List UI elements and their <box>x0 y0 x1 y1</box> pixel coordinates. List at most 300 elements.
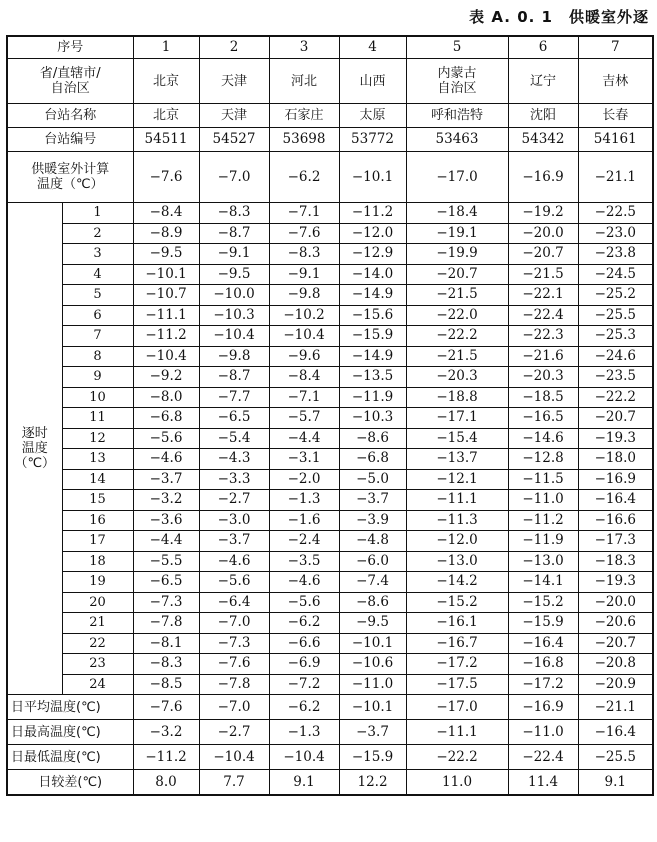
table-row <box>7 613 653 634</box>
table-row <box>7 674 653 695</box>
hourly-temp-cell: −16.5 <box>508 408 578 429</box>
hourly-temp-cell: −12.0 <box>339 223 406 244</box>
hour-cell: 9 <box>62 367 133 388</box>
hourly-temp-cell: −16.1 <box>406 613 508 634</box>
hourly-temp-cell: −5.4 <box>199 428 269 449</box>
summary-cell: −1.3 <box>269 720 339 745</box>
province-line: 河北 <box>291 73 318 89</box>
hourly-temp-cell: −15.6 <box>339 305 406 326</box>
hour-cell: 1 <box>62 203 133 224</box>
design-temp-cell: −17.0 <box>406 152 508 203</box>
hourly-temp-cell: −10.3 <box>199 305 269 326</box>
station-name-cell: 长春 <box>578 104 653 128</box>
hourly-temp-cell: −23.5 <box>578 367 653 388</box>
summary-cell: −16.4 <box>578 720 653 745</box>
hourly-temp-cell: −7.1 <box>269 203 339 224</box>
station-id-cell: 54527 <box>199 128 269 152</box>
summary-cell: −17.0 <box>406 695 508 720</box>
summary-cell: −10.1 <box>339 695 406 720</box>
table-row <box>7 326 653 347</box>
table-row <box>7 531 653 552</box>
hourly-temp-cell: −9.8 <box>199 346 269 367</box>
province-line: 辽宁 <box>530 73 557 89</box>
hourly-temp-label-line: 温度 <box>21 441 48 456</box>
hourly-temp-cell: −8.3 <box>199 203 269 224</box>
table-row <box>7 203 653 224</box>
hourly-temp-cell: −14.0 <box>339 264 406 285</box>
design-temp-cell: −7.6 <box>133 152 199 203</box>
summary-row <box>7 720 653 745</box>
station-id-label: 台站编号 <box>7 128 133 152</box>
table-row <box>7 633 653 654</box>
hourly-temp-cell: −13.0 <box>508 551 578 572</box>
summary-cell: −15.9 <box>339 745 406 770</box>
station-id-cell: 53698 <box>269 128 339 152</box>
hour-cell: 19 <box>62 572 133 593</box>
hourly-temp-cell: −12.1 <box>406 469 508 490</box>
hourly-temp-cell: −11.9 <box>508 531 578 552</box>
hourly-temp-cell: −21.5 <box>406 285 508 306</box>
hourly-temp-cell: −4.4 <box>269 428 339 449</box>
hourly-temp-cell: −12.8 <box>508 449 578 470</box>
hourly-temp-cell: −19.3 <box>578 428 653 449</box>
hourly-temp-cell: −3.2 <box>133 490 199 511</box>
hourly-temp-cell: −3.7 <box>339 490 406 511</box>
hourly-temp-cell: −3.5 <box>269 551 339 572</box>
row-seq <box>7 36 653 59</box>
hourly-temp-cell: −22.2 <box>406 326 508 347</box>
station-name-cell: 沈阳 <box>508 104 578 128</box>
summary-row <box>7 770 653 796</box>
table-row <box>7 592 653 613</box>
hourly-temp-cell: −2.0 <box>269 469 339 490</box>
hour-cell: 20 <box>62 592 133 613</box>
hourly-temp-cell: −7.3 <box>133 592 199 613</box>
province-cell <box>578 59 653 104</box>
summary-row <box>7 745 653 770</box>
hourly-temp-cell: −20.6 <box>578 613 653 634</box>
hour-cell: 21 <box>62 613 133 634</box>
province-label <box>7 59 133 104</box>
table-row <box>7 264 653 285</box>
hourly-temp-cell: −17.2 <box>406 654 508 675</box>
hour-cell: 18 <box>62 551 133 572</box>
hour-cell: 8 <box>62 346 133 367</box>
hourly-temp-cell: −11.2 <box>508 510 578 531</box>
hourly-temp-cell: −7.6 <box>199 654 269 675</box>
hourly-temp-cell: −2.4 <box>269 531 339 552</box>
table-row <box>7 428 653 449</box>
hourly-temp-cell: −9.6 <box>269 346 339 367</box>
hourly-temp-cell: −6.8 <box>133 408 199 429</box>
summary-cell: −22.4 <box>508 745 578 770</box>
province-line: 吉林 <box>602 73 629 89</box>
seq-cell: 4 <box>339 36 406 59</box>
seq-cell: 3 <box>269 36 339 59</box>
hourly-temp-cell: −8.7 <box>199 367 269 388</box>
hour-cell: 5 <box>62 285 133 306</box>
hourly-temp-cell: −16.6 <box>578 510 653 531</box>
hourly-temp-cell: −14.9 <box>339 346 406 367</box>
table-row <box>7 572 653 593</box>
hourly-temp-label <box>7 203 62 695</box>
hourly-temp-cell: −10.2 <box>269 305 339 326</box>
table-title: 表 A. 0. 1 供暖室外逐 <box>469 8 649 26</box>
summary-cell: −10.4 <box>199 745 269 770</box>
summary-cell: 8.0 <box>133 770 199 796</box>
heating-temperature-table <box>6 35 654 796</box>
row-station-id <box>7 128 653 152</box>
hourly-temp-cell: −1.6 <box>269 510 339 531</box>
summary-cell: 7.7 <box>199 770 269 796</box>
hourly-temp-cell: −21.6 <box>508 346 578 367</box>
hourly-temp-cell: −3.9 <box>339 510 406 531</box>
hour-cell: 15 <box>62 490 133 511</box>
hourly-temp-cell: −17.3 <box>578 531 653 552</box>
province-line: 自治区 <box>437 81 477 96</box>
hourly-temp-cell: −3.1 <box>269 449 339 470</box>
table-row <box>7 367 653 388</box>
hourly-temp-cell: −16.9 <box>578 469 653 490</box>
hourly-temp-cell: −10.0 <box>199 285 269 306</box>
table-row <box>7 223 653 244</box>
hourly-temp-cell: −20.7 <box>578 408 653 429</box>
province-label-line: 自治区 <box>50 81 90 96</box>
summary-cell: −16.9 <box>508 695 578 720</box>
hourly-temp-cell: −17.2 <box>508 674 578 695</box>
hourly-temp-cell: −20.9 <box>578 674 653 695</box>
hourly-temp-cell: −10.6 <box>339 654 406 675</box>
summary-cell: −7.0 <box>199 695 269 720</box>
hourly-temp-cell: −10.1 <box>133 264 199 285</box>
table-row <box>7 346 653 367</box>
hourly-temp-cell: −6.6 <box>269 633 339 654</box>
hourly-temp-cell: −3.7 <box>199 531 269 552</box>
station-id-cell: 53772 <box>339 128 406 152</box>
hourly-temp-cell: −5.5 <box>133 551 199 572</box>
summary-row <box>7 695 653 720</box>
hourly-temp-cell: −9.1 <box>269 264 339 285</box>
summary-cell: −11.0 <box>508 720 578 745</box>
province-line: 北京 <box>153 73 180 89</box>
hourly-temp-cell: −4.6 <box>199 551 269 572</box>
design-temp-cell: −10.1 <box>339 152 406 203</box>
hourly-temp-cell: −5.6 <box>269 592 339 613</box>
hourly-temp-cell: −24.6 <box>578 346 653 367</box>
summary-cell: −2.7 <box>199 720 269 745</box>
design-temp-cell: −21.1 <box>578 152 653 203</box>
hourly-temp-cell: −20.7 <box>406 264 508 285</box>
province-cell <box>339 59 406 104</box>
hourly-temp-cell: −4.6 <box>133 449 199 470</box>
summary-cell: −22.2 <box>406 745 508 770</box>
hourly-temp-cell: −18.0 <box>578 449 653 470</box>
summary-label: 日最高温度(℃) <box>7 720 133 745</box>
hourly-temp-cell: −7.7 <box>199 387 269 408</box>
hourly-temp-cell: −5.7 <box>269 408 339 429</box>
hourly-temp-cell: −22.2 <box>578 387 653 408</box>
hourly-temp-cell: −8.4 <box>269 367 339 388</box>
hourly-temp-cell: −11.3 <box>406 510 508 531</box>
hourly-temp-cell: −23.8 <box>578 244 653 265</box>
hourly-temp-cell: −6.9 <box>269 654 339 675</box>
hourly-temp-cell: −11.2 <box>339 203 406 224</box>
hour-cell: 2 <box>62 223 133 244</box>
hour-cell: 22 <box>62 633 133 654</box>
hourly-temp-cell: −9.5 <box>199 264 269 285</box>
hourly-temp-cell: −25.3 <box>578 326 653 347</box>
station-id-cell: 53463 <box>406 128 508 152</box>
hourly-temp-cell: −10.4 <box>133 346 199 367</box>
hourly-temp-cell: −7.0 <box>199 613 269 634</box>
hourly-temp-cell: −16.4 <box>508 633 578 654</box>
hourly-temp-cell: −6.0 <box>339 551 406 572</box>
hourly-temp-cell: −18.5 <box>508 387 578 408</box>
summary-cell: −21.1 <box>578 695 653 720</box>
hourly-temp-cell: −20.0 <box>508 223 578 244</box>
hourly-temp-cell: −11.0 <box>508 490 578 511</box>
hourly-temp-cell: −15.2 <box>406 592 508 613</box>
hourly-temp-label-line: 逐时 <box>21 426 48 441</box>
summary-cell: −6.2 <box>269 695 339 720</box>
hourly-temp-cell: −9.5 <box>133 244 199 265</box>
hourly-temp-cell: −3.3 <box>199 469 269 490</box>
hourly-temp-cell: −11.0 <box>339 674 406 695</box>
seq-cell: 6 <box>508 36 578 59</box>
hourly-temp-cell: −12.9 <box>339 244 406 265</box>
table-row <box>7 490 653 511</box>
station-name-cell: 天津 <box>199 104 269 128</box>
hourly-temp-cell: −7.8 <box>199 674 269 695</box>
province-cell <box>199 59 269 104</box>
hourly-temp-cell: −22.4 <box>508 305 578 326</box>
hourly-temp-cell: −14.6 <box>508 428 578 449</box>
hourly-temp-cell: −16.7 <box>406 633 508 654</box>
hourly-temp-cell: −14.2 <box>406 572 508 593</box>
hourly-temp-cell: −21.5 <box>406 346 508 367</box>
hourly-temp-cell: −8.0 <box>133 387 199 408</box>
hourly-temp-cell: −1.3 <box>269 490 339 511</box>
hourly-temp-cell: −7.1 <box>269 387 339 408</box>
summary-cell: 9.1 <box>269 770 339 796</box>
summary-cell: −10.4 <box>269 745 339 770</box>
table-row <box>7 244 653 265</box>
hourly-temp-cell: −8.3 <box>269 244 339 265</box>
hourly-temp-cell: −10.4 <box>199 326 269 347</box>
hourly-temp-cell: −3.6 <box>133 510 199 531</box>
hourly-temp-cell: −15.9 <box>339 326 406 347</box>
seq-cell: 5 <box>406 36 508 59</box>
table-row <box>7 551 653 572</box>
hour-cell: 24 <box>62 674 133 695</box>
province-cell <box>269 59 339 104</box>
hourly-temp-cell: −19.9 <box>406 244 508 265</box>
summary-label: 日较差(℃) <box>7 770 133 796</box>
hourly-temp-cell: −3.7 <box>133 469 199 490</box>
table-row <box>7 285 653 306</box>
hourly-temp-cell: −7.4 <box>339 572 406 593</box>
hourly-temp-cell: −20.3 <box>406 367 508 388</box>
hourly-temp-cell: −13.7 <box>406 449 508 470</box>
hour-cell: 11 <box>62 408 133 429</box>
row-station-name <box>7 104 653 128</box>
hourly-temp-cell: −10.1 <box>339 633 406 654</box>
design-temp-label <box>7 152 133 203</box>
hourly-temp-cell: −6.8 <box>339 449 406 470</box>
province-cell <box>133 59 199 104</box>
design-temp-cell: −16.9 <box>508 152 578 203</box>
table-row <box>7 387 653 408</box>
hourly-temp-label-line: （℃） <box>14 456 56 471</box>
seq-cell: 1 <box>133 36 199 59</box>
station-name-cell: 石家庄 <box>269 104 339 128</box>
station-name-cell: 呼和浩特 <box>406 104 508 128</box>
hourly-temp-cell: −20.8 <box>578 654 653 675</box>
hourly-temp-cell: −8.7 <box>199 223 269 244</box>
hourly-temp-cell: −20.0 <box>578 592 653 613</box>
province-cell <box>508 59 578 104</box>
hourly-temp-cell: −8.4 <box>133 203 199 224</box>
hour-cell: 10 <box>62 387 133 408</box>
hourly-temp-cell: −19.1 <box>406 223 508 244</box>
hourly-temp-cell: −15.9 <box>508 613 578 634</box>
hourly-temp-cell: −20.7 <box>508 244 578 265</box>
hourly-temp-cell: −11.2 <box>133 326 199 347</box>
hourly-temp-cell: −4.8 <box>339 531 406 552</box>
table-row <box>7 510 653 531</box>
hourly-temp-cell: −7.3 <box>199 633 269 654</box>
hourly-temp-cell: −10.3 <box>339 408 406 429</box>
station-name-cell: 北京 <box>133 104 199 128</box>
table-row <box>7 408 653 429</box>
hourly-temp-cell: −4.6 <box>269 572 339 593</box>
hourly-temp-cell: −13.5 <box>339 367 406 388</box>
table-row <box>7 469 653 490</box>
hourly-temp-cell: −20.7 <box>578 633 653 654</box>
hourly-temp-cell: −18.3 <box>578 551 653 572</box>
summary-cell: −11.1 <box>406 720 508 745</box>
summary-cell: −25.5 <box>578 745 653 770</box>
hourly-temp-cell: −25.5 <box>578 305 653 326</box>
seq-cell: 2 <box>199 36 269 59</box>
hourly-temp-cell: −21.5 <box>508 264 578 285</box>
hourly-temp-cell: −16.8 <box>508 654 578 675</box>
hourly-temp-cell: −6.4 <box>199 592 269 613</box>
hourly-temp-cell: −22.3 <box>508 326 578 347</box>
hourly-temp-cell: −8.9 <box>133 223 199 244</box>
hourly-temp-cell: −7.8 <box>133 613 199 634</box>
design-temp-label-line: 温度（℃） <box>36 177 104 192</box>
hourly-temp-cell: −19.2 <box>508 203 578 224</box>
province-line: 内蒙古 <box>437 66 477 81</box>
hour-cell: 14 <box>62 469 133 490</box>
hourly-temp-cell: −5.6 <box>133 428 199 449</box>
hourly-temp-cell: −11.5 <box>508 469 578 490</box>
hour-cell: 17 <box>62 531 133 552</box>
hour-cell: 23 <box>62 654 133 675</box>
hourly-temp-cell: −14.1 <box>508 572 578 593</box>
hourly-temp-cell: −15.4 <box>406 428 508 449</box>
design-temp-label-line: 供暖室外计算 <box>31 162 110 177</box>
station-id-cell: 54511 <box>133 128 199 152</box>
hourly-temp-cell: −6.5 <box>199 408 269 429</box>
summary-cell: −11.2 <box>133 745 199 770</box>
hourly-temp-cell: −23.0 <box>578 223 653 244</box>
hourly-temp-cell: −17.5 <box>406 674 508 695</box>
hourly-temp-cell: −4.4 <box>133 531 199 552</box>
hourly-temp-cell: −9.8 <box>269 285 339 306</box>
hourly-temp-cell: −9.2 <box>133 367 199 388</box>
design-temp-cell: −7.0 <box>199 152 269 203</box>
hourly-temp-cell: −12.0 <box>406 531 508 552</box>
hourly-temp-cell: −6.5 <box>133 572 199 593</box>
seq-cell: 7 <box>578 36 653 59</box>
hourly-temp-cell: −10.4 <box>269 326 339 347</box>
hourly-temp-cell: −24.5 <box>578 264 653 285</box>
hourly-temp-cell: −3.0 <box>199 510 269 531</box>
hourly-temp-cell: −8.1 <box>133 633 199 654</box>
station-id-cell: 54161 <box>578 128 653 152</box>
station-name-label: 台站名称 <box>7 104 133 128</box>
summary-label: 日平均温度(℃) <box>7 695 133 720</box>
hourly-temp-cell: −19.3 <box>578 572 653 593</box>
summary-cell: −7.6 <box>133 695 199 720</box>
hourly-temp-cell: −8.5 <box>133 674 199 695</box>
hourly-temp-cell: −7.6 <box>269 223 339 244</box>
summary-cell: 12.2 <box>339 770 406 796</box>
hourly-temp-cell: −15.2 <box>508 592 578 613</box>
hourly-temp-cell: −8.6 <box>339 592 406 613</box>
summary-cell: 11.4 <box>508 770 578 796</box>
hourly-temp-cell: −5.0 <box>339 469 406 490</box>
design-temp-cell: −6.2 <box>269 152 339 203</box>
table-row <box>7 654 653 675</box>
hour-cell: 16 <box>62 510 133 531</box>
hourly-temp-cell: −13.0 <box>406 551 508 572</box>
hourly-temp-cell: −7.2 <box>269 674 339 695</box>
hour-cell: 4 <box>62 264 133 285</box>
seq-label: 序号 <box>7 36 133 59</box>
hourly-temp-cell: −9.5 <box>339 613 406 634</box>
hourly-temp-cell: −5.6 <box>199 572 269 593</box>
hourly-temp-cell: −10.7 <box>133 285 199 306</box>
hourly-temp-cell: −25.2 <box>578 285 653 306</box>
province-line: 山西 <box>359 73 386 89</box>
hourly-temp-cell: −4.3 <box>199 449 269 470</box>
row-province <box>7 59 653 104</box>
station-name-cell: 太原 <box>339 104 406 128</box>
hourly-temp-cell: −22.1 <box>508 285 578 306</box>
hourly-temp-cell: −11.1 <box>133 305 199 326</box>
hour-cell: 6 <box>62 305 133 326</box>
summary-cell: 9.1 <box>578 770 653 796</box>
hourly-temp-cell: −8.6 <box>339 428 406 449</box>
hourly-temp-cell: −22.5 <box>578 203 653 224</box>
province-label-line: 省/直辖市/ <box>39 66 101 81</box>
hourly-temp-cell: −18.4 <box>406 203 508 224</box>
hour-cell: 13 <box>62 449 133 470</box>
hourly-temp-cell: −14.9 <box>339 285 406 306</box>
station-id-cell: 54342 <box>508 128 578 152</box>
hourly-temp-cell: −17.1 <box>406 408 508 429</box>
hourly-temp-cell: −2.7 <box>199 490 269 511</box>
summary-cell: −3.2 <box>133 720 199 745</box>
hourly-temp-cell: −6.2 <box>269 613 339 634</box>
hourly-temp-cell: −11.1 <box>406 490 508 511</box>
hour-cell: 7 <box>62 326 133 347</box>
hourly-temp-cell: −11.9 <box>339 387 406 408</box>
hourly-temp-cell: −9.1 <box>199 244 269 265</box>
